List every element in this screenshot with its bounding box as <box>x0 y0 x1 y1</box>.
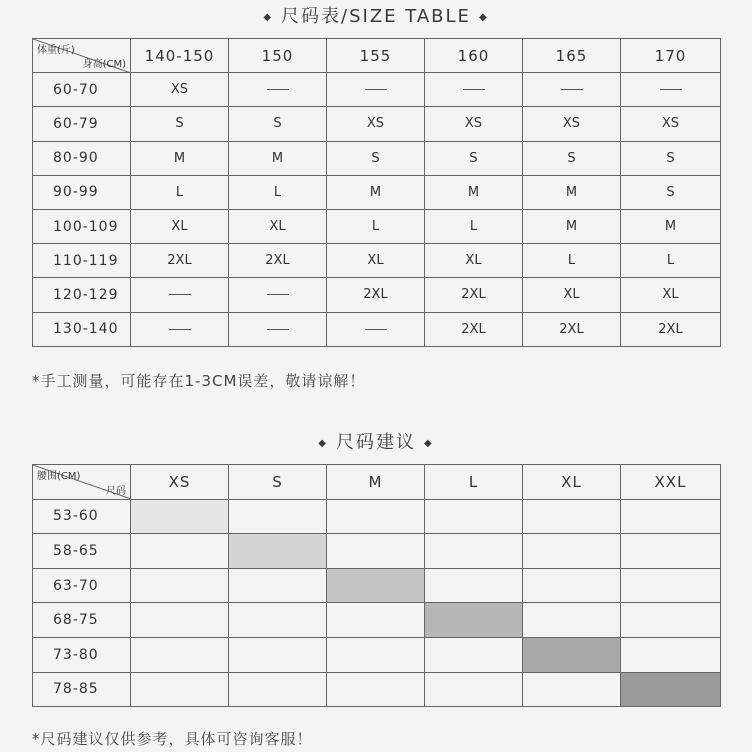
empty-cell <box>327 603 425 638</box>
row-label: 100-109 <box>33 209 131 243</box>
highlight-cell <box>229 534 327 569</box>
highlight-cell <box>621 672 721 707</box>
empty-cell <box>327 672 425 707</box>
table-row <box>33 568 721 603</box>
size-cell: XS <box>327 107 425 141</box>
corner-top-label: 体重(斤) <box>37 45 75 56</box>
dash-icon <box>463 89 485 90</box>
size-cell: S <box>425 141 523 175</box>
size-table-title <box>0 2 752 28</box>
size-cell <box>229 312 327 346</box>
row-label: 78-85 <box>33 672 131 707</box>
table-row <box>33 637 721 672</box>
size-cell <box>327 73 425 107</box>
size-cell: XL <box>425 244 523 278</box>
column-header: XS <box>131 465 229 500</box>
empty-cell <box>131 672 229 707</box>
table-row <box>33 141 721 175</box>
size-table <box>32 38 721 347</box>
empty-cell <box>523 534 621 569</box>
header-row <box>33 465 721 500</box>
row-label: 60-79 <box>33 107 131 141</box>
row-label: 110-119 <box>33 244 131 278</box>
size-cell: M <box>229 141 327 175</box>
column-header: 140-150 <box>131 39 229 73</box>
empty-cell <box>229 499 327 534</box>
row-label: 80-90 <box>33 141 131 175</box>
size-cell: XS <box>131 73 229 107</box>
column-header: 165 <box>523 39 621 73</box>
empty-cell <box>523 568 621 603</box>
empty-cell <box>327 534 425 569</box>
empty-cell <box>523 672 621 707</box>
size-cell <box>131 278 229 312</box>
empty-cell <box>621 534 721 569</box>
dash-icon <box>169 294 191 295</box>
empty-cell <box>621 568 721 603</box>
size-cell: XL <box>523 278 621 312</box>
size-cell <box>229 278 327 312</box>
size-cell: 2XL <box>425 278 523 312</box>
dash-icon <box>660 89 682 90</box>
size-cell <box>229 73 327 107</box>
column-header: M <box>327 465 425 500</box>
empty-cell <box>131 637 229 672</box>
empty-cell <box>425 499 523 534</box>
suggestion-title-text: 尺码建议 <box>336 432 416 453</box>
corner-header <box>33 465 131 500</box>
diamond-icon: ◆ <box>263 11 274 23</box>
dash-icon <box>267 89 289 90</box>
empty-cell <box>621 499 721 534</box>
corner-bottom-label: 尺码 <box>106 485 126 497</box>
suggestion-table <box>32 464 721 707</box>
size-table-title-text: 尺码表/SIZE TABLE <box>281 6 471 27</box>
size-cell: M <box>523 209 621 243</box>
column-header: XXL <box>621 465 721 500</box>
size-cell: 2XL <box>425 312 523 346</box>
size-cell: 2XL <box>523 312 621 346</box>
table-row <box>33 244 721 278</box>
column-header: 155 <box>327 39 425 73</box>
dash-icon <box>365 329 387 330</box>
row-label: 53-60 <box>33 499 131 534</box>
size-cell: L <box>327 209 425 243</box>
dash-icon <box>365 89 387 90</box>
table-row <box>33 209 721 243</box>
size-cell: XL <box>327 244 425 278</box>
size-cell <box>621 73 721 107</box>
empty-cell <box>621 603 721 638</box>
highlight-cell <box>327 568 425 603</box>
empty-cell <box>327 637 425 672</box>
empty-cell <box>425 637 523 672</box>
highlight-cell <box>131 499 229 534</box>
table-row <box>33 175 721 209</box>
corner-header <box>33 39 131 73</box>
size-cell: L <box>523 244 621 278</box>
row-label: 120-129 <box>33 278 131 312</box>
column-header: XL <box>523 465 621 500</box>
size-cell: S <box>229 107 327 141</box>
table-row <box>33 312 721 346</box>
empty-cell <box>229 568 327 603</box>
size-cell: L <box>131 175 229 209</box>
table-row <box>33 107 721 141</box>
empty-cell <box>523 603 621 638</box>
size-cell: XL <box>621 278 721 312</box>
size-cell: S <box>131 107 229 141</box>
row-label: 60-70 <box>33 73 131 107</box>
empty-cell <box>131 603 229 638</box>
size-cell: L <box>229 175 327 209</box>
empty-cell <box>425 534 523 569</box>
size-cell: 2XL <box>327 278 425 312</box>
table-row <box>33 499 721 534</box>
table-row <box>33 603 721 638</box>
size-cell: 2XL <box>131 244 229 278</box>
empty-cell <box>131 568 229 603</box>
diamond-icon: ◆ <box>318 437 328 449</box>
diamond-icon: ◆ <box>424 437 434 449</box>
empty-cell <box>229 672 327 707</box>
size-cell: L <box>621 244 721 278</box>
size-cell: S <box>523 141 621 175</box>
row-label: 73-80 <box>33 637 131 672</box>
size-cell: XL <box>229 209 327 243</box>
size-cell: S <box>327 141 425 175</box>
row-label: 63-70 <box>33 568 131 603</box>
size-cell: M <box>523 175 621 209</box>
dash-icon <box>267 329 289 330</box>
column-header: 150 <box>229 39 327 73</box>
highlight-cell <box>425 603 523 638</box>
corner-bottom-label: 身高(CM) <box>82 59 126 71</box>
table-row <box>33 73 721 107</box>
size-cell <box>523 73 621 107</box>
size-cell: M <box>327 175 425 209</box>
empty-cell <box>425 568 523 603</box>
column-header: 160 <box>425 39 523 73</box>
size-cell <box>131 312 229 346</box>
row-label: 130-140 <box>33 312 131 346</box>
empty-cell <box>523 499 621 534</box>
column-header: S <box>229 465 327 500</box>
size-cell: XS <box>621 107 721 141</box>
size-cell <box>327 312 425 346</box>
suggestion-note: *尺码建议仅供参考，具体可咨询客服！ <box>32 730 313 748</box>
table-row <box>33 278 721 312</box>
empty-cell <box>229 603 327 638</box>
size-cell: 2XL <box>229 244 327 278</box>
column-header: L <box>425 465 523 500</box>
row-label: 90-99 <box>33 175 131 209</box>
empty-cell <box>131 534 229 569</box>
dash-icon <box>561 89 583 90</box>
size-cell <box>425 73 523 107</box>
empty-cell <box>425 672 523 707</box>
table-row <box>33 672 721 707</box>
size-cell: XL <box>131 209 229 243</box>
size-cell: M <box>425 175 523 209</box>
row-label: 68-75 <box>33 603 131 638</box>
suggestion-title <box>0 428 752 454</box>
size-cell: S <box>621 175 721 209</box>
dash-icon <box>267 294 289 295</box>
size-cell: M <box>131 141 229 175</box>
empty-cell <box>229 637 327 672</box>
corner-top-label: 腰围(CM) <box>37 471 81 482</box>
empty-cell <box>327 499 425 534</box>
table-row <box>33 534 721 569</box>
column-header: 170 <box>621 39 721 73</box>
header-row <box>33 39 721 73</box>
dash-icon <box>169 329 191 330</box>
size-cell: 2XL <box>621 312 721 346</box>
size-cell: S <box>621 141 721 175</box>
row-label: 58-65 <box>33 534 131 569</box>
highlight-cell <box>523 637 621 672</box>
size-table-note: *手工测量，可能存在1-3CM误差，敬请谅解！ <box>32 372 366 390</box>
size-cell: XS <box>523 107 621 141</box>
size-cell: M <box>621 209 721 243</box>
size-cell: L <box>425 209 523 243</box>
diamond-icon: ◆ <box>478 11 489 23</box>
size-cell: XS <box>425 107 523 141</box>
empty-cell <box>621 637 721 672</box>
